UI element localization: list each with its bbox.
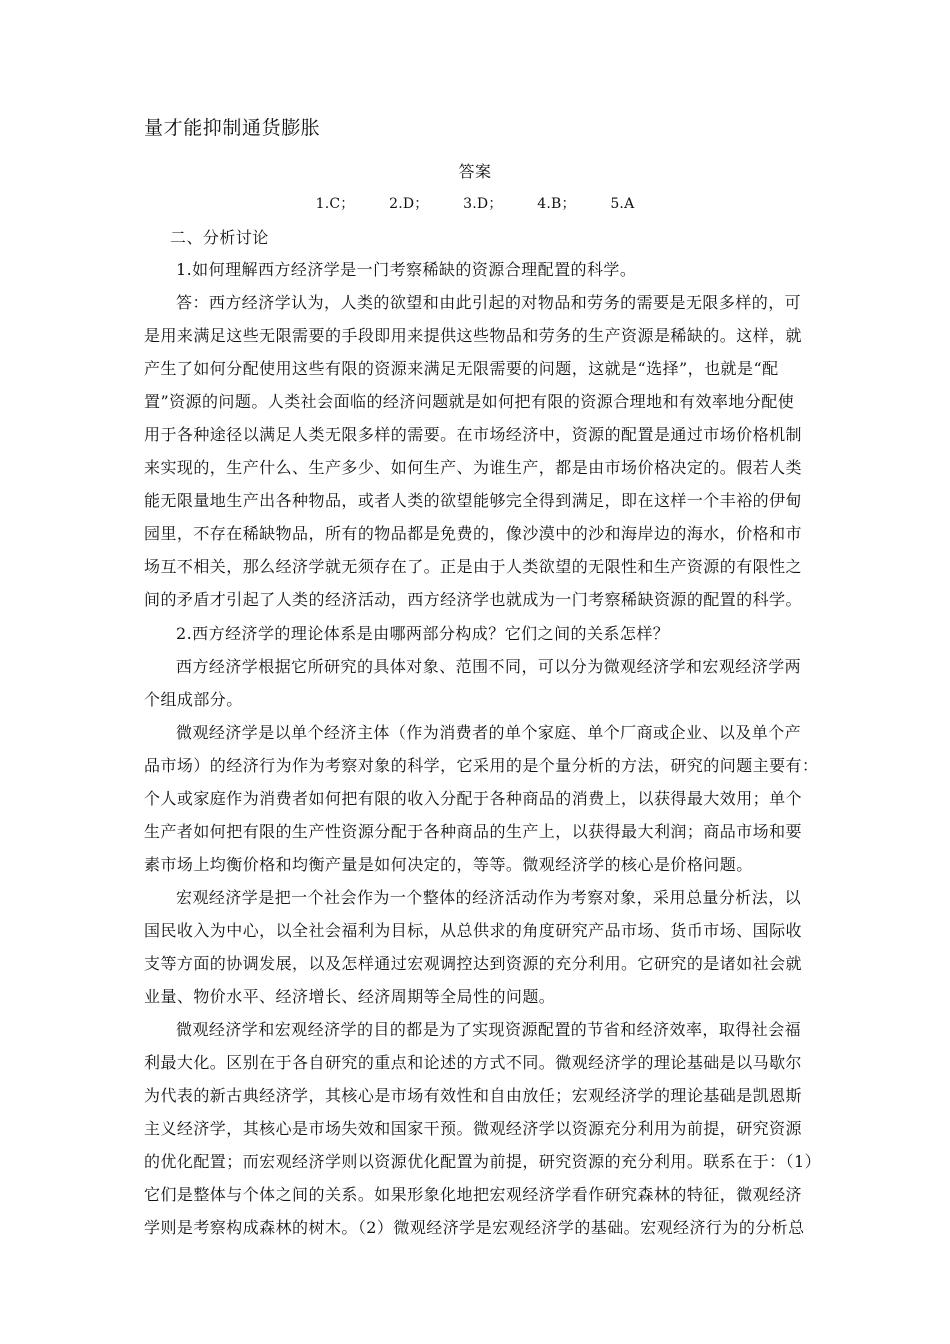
- body-text-line: 间的矛盾才引起了人类的经济活动，西方经济学也就成为一门考察稀缺资源的配置的科学。: [144, 590, 803, 609]
- answer-item: 4.B；: [537, 196, 576, 212]
- answer-item: 5.A: [610, 196, 635, 212]
- body-text-line: 生产者如何把有限的生产性资源分配于各种商品的生产上，以获得最大利润；商品市场和要: [144, 822, 803, 841]
- body-text-line: 它们是整体与个体之间的关系。如果形象化地把宏观经济学看作研究森林的特征，微观经济: [144, 1185, 803, 1204]
- body-text-line: 国民收入为中心，以全社会福利为目标，从总供求的角度研究产品市场、货币市场、国际收: [144, 921, 803, 940]
- body-text-line: 是用来满足这些无限需要的手段即用来提供这些物品和劳务的生产资源是稀缺的。这样，就: [144, 326, 803, 345]
- question-1: 1.如何理解西方经济学是一门考察稀缺的资源合理配置的科学。: [176, 260, 637, 279]
- body-text-line: 产生了如何分配使用这些有限的资源来满足无限需要的问题，这就是“选择”，也就是“配: [144, 359, 779, 378]
- section-title: 二、分析讨论: [170, 228, 269, 247]
- body-text-line: 宏观经济学是把一个社会作为一个整体的经济活动作为考察对象，采用总量分析法，以: [176, 888, 802, 907]
- body-text-line: 场互不相关，那么经济学就无须存在了。正是由于人类欲望的无限性和生产资源的有限性之: [144, 557, 803, 576]
- body-text-line: 能无限量地生产出各种物品，或者人类的欲望能够完全得到满足，即在这样一个丰裕的伊甸: [144, 491, 803, 510]
- body-text-line: 个人或家庭作为消费者如何把有限的收入分配于各种商品的消费上，以获得最大效用；单个: [144, 789, 803, 808]
- body-text-line: 业量、物价水平、经济增长、经济周期等全局性的问题。: [144, 987, 556, 1006]
- body-text-line: 置”资源的问题。人类社会面临的经济问题就是如何把有限的资源合理地和有效率地分配使: [144, 392, 795, 411]
- body-text-line: 个组成部分。: [144, 690, 243, 709]
- body-text-line: 微观经济学和宏观经济学的目的都是为了实现资源配置的节省和经济效率，取得社会福: [176, 1020, 802, 1039]
- answer-item: 1.C；: [315, 196, 355, 212]
- heading-fragment: 量才能抑制通货膨胀: [144, 117, 321, 139]
- answer-item: 2.D；: [389, 196, 429, 212]
- body-text-line: 品市场）的经济行为作为考察对象的科学，它采用的是个量分析的方法，研究的问题主要有：: [144, 756, 819, 775]
- answer-title: 答案: [458, 162, 492, 181]
- body-text-line: 微观经济学是以单个经济主体（作为消费者的单个家庭、单个厂商或企业、以及单个产: [176, 723, 802, 742]
- body-text-line: 利最大化。区别在于各自研究的重点和论述的方式不同。微观经济学的理论基础是以马歇尔: [144, 1053, 803, 1072]
- body-text-line: 答：西方经济学认为，人类的欲望和由此引起的对物品和劳务的需要是无限多样的，可: [176, 293, 802, 312]
- answer-list: [0, 194, 950, 214]
- question-2: 2.西方经济学的理论体系是由哪两部分构成？它们之间的关系怎样？: [176, 624, 670, 643]
- body-text-line: 园里，不存在稀缺物品，所有的物品都是免费的，像沙漠中的沙和海岸边的海水，价格和市: [144, 524, 803, 543]
- body-text-line: 用于各种途径以满足人类无限多样的需要。在市场经济中，资源的配置是通过市场价格机制: [144, 425, 803, 444]
- body-text-line: 为代表的新古典经济学，其核心是市场有效性和自由放任；宏观经济学的理论基础是凯恩斯: [144, 1086, 803, 1105]
- body-text-line: 支等方面的协调发展，以及怎样通过宏观调控达到资源的充分利用。它研究的是诸如社会就: [144, 954, 803, 973]
- body-text-line: 素市场上均衡价格和均衡产量是如何决定的，等等。微观经济学的核心是价格问题。: [144, 855, 753, 874]
- body-text-line: 来实现的，生产什么、生产多少、如何生产、为谁生产，都是由市场价格决定的。假若人类: [144, 458, 803, 477]
- body-text-line: 学则是考察构成森林的树木。（2）微观经济学是宏观经济学的基础。宏观经济行为的分析总: [144, 1218, 805, 1237]
- body-text-line: 西方经济学根据它所研究的具体对象、范围不同，可以分为微观经济学和宏观经济学两: [176, 657, 802, 676]
- body-text-line: 的优化配置；而宏观经济学则以资源优化配置为前提，研究资源的充分利用。联系在于：（1）: [144, 1152, 822, 1171]
- answer-item: 3.D；: [463, 196, 503, 212]
- body-text-line: 主义经济学，其核心是市场失效和国家干预。微观经济学以资源充分利用为前提，研究资源: [144, 1119, 803, 1138]
